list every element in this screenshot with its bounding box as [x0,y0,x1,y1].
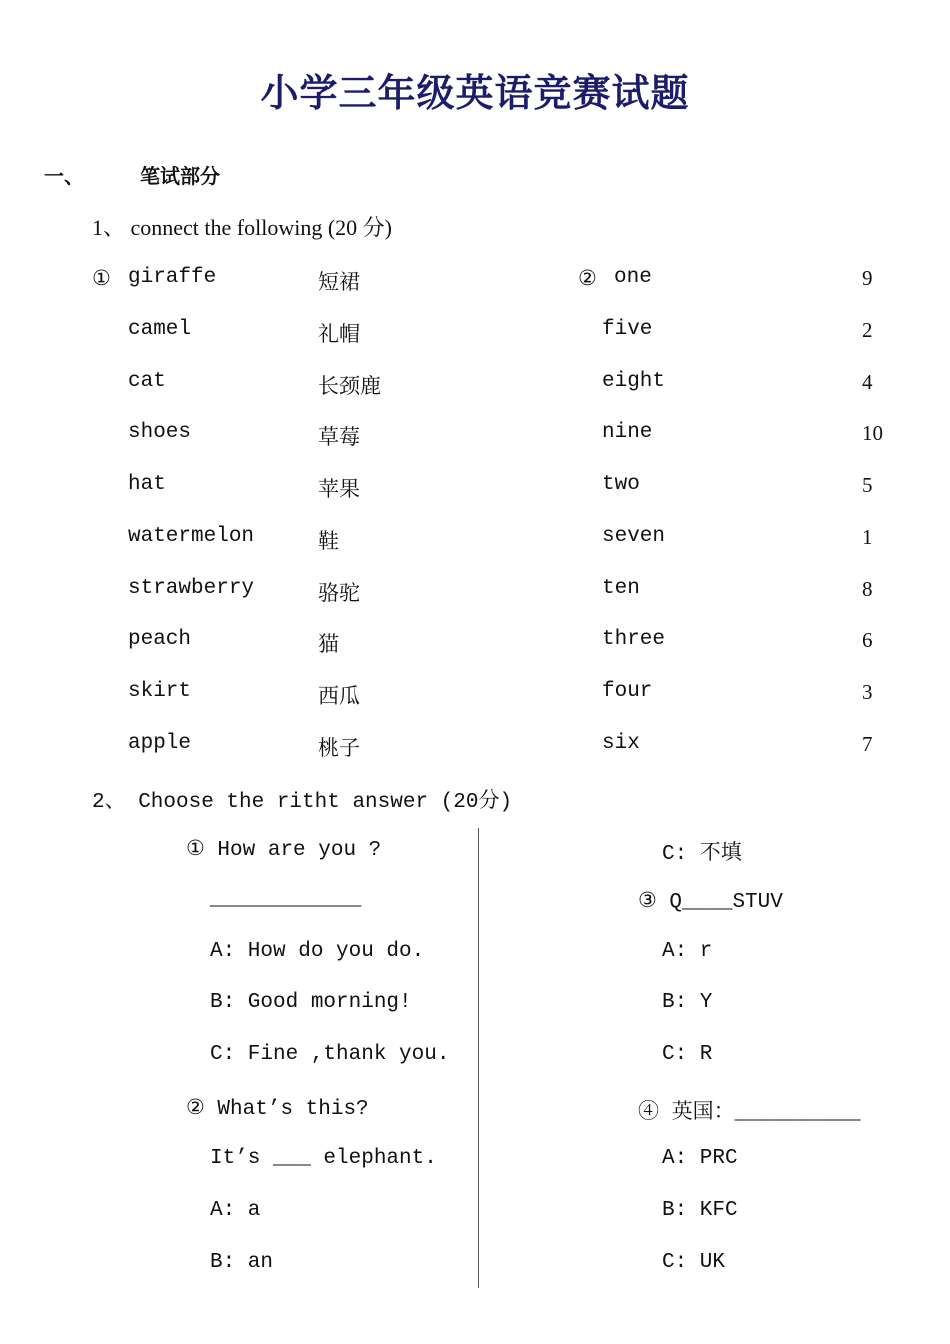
list-item: 桃子 [318,736,360,760]
q2-question-3: ③ Q____STUV [638,891,783,914]
list-item: cat [128,370,166,393]
list-item: hat [128,473,166,496]
list-item: 8 [862,577,873,601]
list-item: watermelon [128,525,255,548]
list-item: 西瓜 [318,684,360,708]
list-item: giraffe [128,266,217,289]
list-item: 9 [862,266,873,290]
list-item: 草莓 [318,425,360,449]
list-item: 长颈鹿 [318,374,381,398]
list-item: shoes [128,421,192,444]
q1-marker-left: ① [92,266,111,290]
list-item: 礼帽 [318,322,360,346]
section-label: 笔试部分 [140,164,220,188]
list-item: apple [128,732,192,755]
q2-answer-blank: ____________ [210,888,362,911]
list-item: peach [128,628,192,651]
list-item: nine [602,421,653,444]
q2-option: B: Good morning! [210,991,412,1014]
q2-option: A: How do you do. [210,940,425,963]
q2-option: C: UK [662,1251,726,1274]
q2-question-2-prompt: It’s ___ elephant. [210,1147,437,1170]
list-item: eight [602,370,666,393]
list-item: 鞋 [318,529,339,553]
q2-option: B: KFC [662,1199,738,1222]
list-item: five [602,318,653,341]
q2-question-4: ④ 英国：__________ [638,1102,861,1125]
list-item: 3 [862,680,873,704]
list-item: four [602,680,653,703]
q2-question-2: ② What’s this? [186,1098,369,1121]
q2-heading: 2、 Choose the ritht answer (20分) [92,791,513,814]
q1-marker-right: ② [578,266,597,290]
q2-option: B: an [210,1251,274,1274]
list-item: two [602,473,640,496]
q1-heading: 1、 connect the following (20 分) [92,215,392,240]
list-item: three [602,628,666,651]
list-item: 4 [862,370,873,394]
q2-option: A: PRC [662,1147,738,1170]
q2-option: A: a [210,1199,261,1222]
list-item: 苹果 [318,477,360,501]
list-item: ten [602,577,640,600]
list-item: 骆驼 [318,581,360,605]
list-item: strawberry [128,577,255,600]
q2-question-1: ① How are you ? [186,839,382,862]
list-item: 2 [862,318,873,342]
q2-option: C: R [662,1043,713,1066]
list-item: camel [128,318,192,341]
list-item: 6 [862,628,873,652]
list-item: skirt [128,680,192,703]
list-item: 短裙 [318,270,360,294]
list-item: one [614,266,652,289]
section-number: 一、 [44,164,84,188]
q2-option: A: r [662,940,713,963]
list-item: 1 [862,525,873,549]
list-item: seven [602,525,666,548]
list-item: 10 [862,421,883,445]
page-title: 小学三年级英语竞赛试题 [260,71,690,115]
q2-option: C: Fine ,thank you. [210,1043,450,1066]
list-item: 猫 [318,632,339,656]
column-divider [478,828,479,1288]
q2-option: B: Y [662,991,713,1014]
list-item: 7 [862,732,873,756]
list-item: 5 [862,473,873,497]
list-item: six [602,732,640,755]
q2-option: C: 不填 [662,843,742,866]
